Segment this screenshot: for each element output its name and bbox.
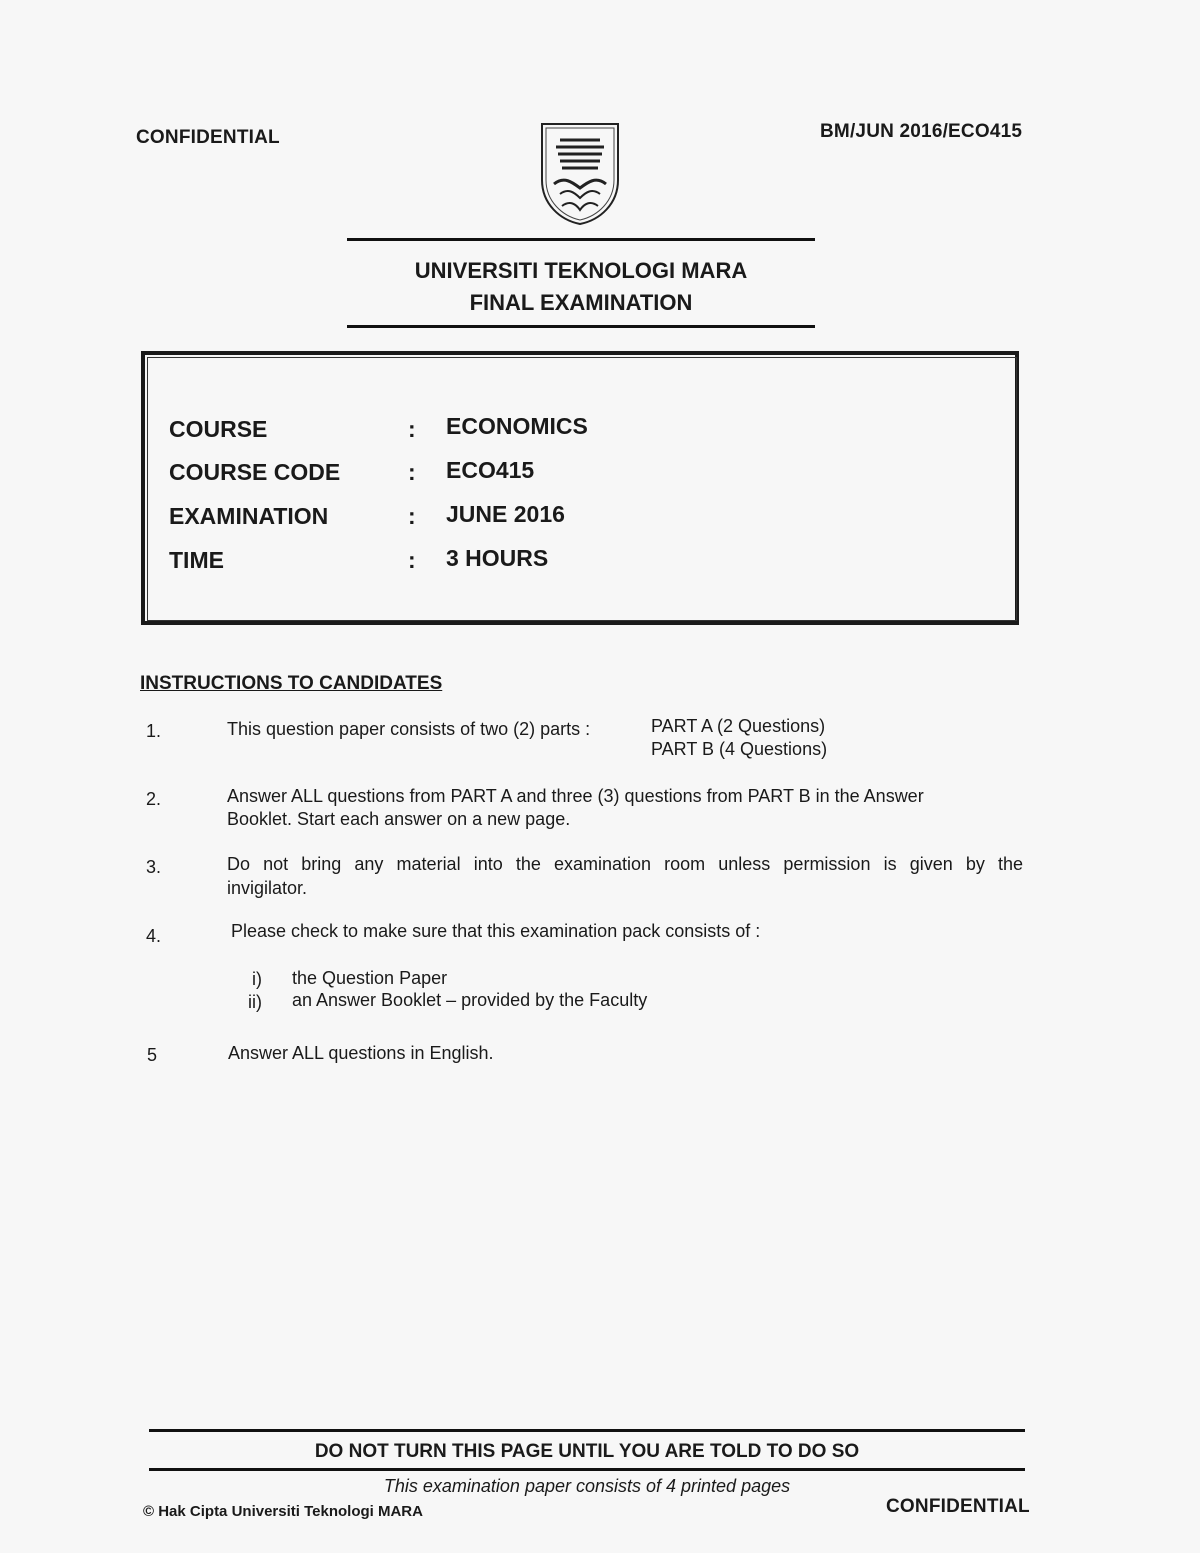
examination-label: EXAMINATION <box>169 503 329 529</box>
instruction-text: invigilator. <box>227 878 308 898</box>
part-a-label: PART A (2 Questions) <box>651 716 826 736</box>
printed-pages-note: This examination paper consists of 4 printed pages <box>383 1476 791 1496</box>
copyright-notice: © Hak Cipta Universiti Teknologi MARA <box>143 1503 423 1520</box>
course-label: COURSE <box>169 416 268 442</box>
instructions-heading: INSTRUCTIONS TO CANDIDATES <box>140 673 443 694</box>
footer-top-rule <box>149 1429 1025 1432</box>
examination-value: JUNE 2016 <box>446 501 565 527</box>
instruction-number: 1. <box>146 721 162 741</box>
exam-type-title: FINAL EXAMINATION <box>469 290 693 315</box>
confidential-label-bottom: CONFIDENTIAL <box>886 1496 1030 1517</box>
course-code-label: COURSE CODE <box>169 459 341 485</box>
instruction-number: 5 <box>147 1045 158 1065</box>
sub-item-text: the Question Paper <box>292 968 448 988</box>
instruction-number: 2. <box>146 789 162 809</box>
sub-item-number: ii) <box>248 992 262 1012</box>
instruction-text: Please check to make sure that this examination pack consists of : <box>231 921 761 941</box>
time-colon: : <box>408 547 416 573</box>
university-crest-icon <box>538 122 622 226</box>
title-top-rule <box>347 238 815 241</box>
part-b-label: PART B (4 Questions) <box>651 739 828 759</box>
instruction-number: 4. <box>146 926 162 946</box>
sub-item-number: i) <box>252 969 262 989</box>
title-bottom-rule <box>347 325 815 328</box>
instruction-text: This question paper consists of two (2) parts : <box>227 719 591 739</box>
course-details-inner-border <box>147 357 1017 621</box>
examination-colon: : <box>408 503 416 529</box>
university-name: UNIVERSITI TEKNOLOGI MARA <box>414 258 748 283</box>
sub-item-text: an Answer Booklet – provided by the Faculty <box>292 990 648 1010</box>
footer-bottom-rule <box>149 1468 1025 1471</box>
course-code-value: ECO415 <box>446 457 535 483</box>
instruction-text: Answer ALL questions in English. <box>228 1043 494 1063</box>
instruction-text: Booklet. Start each answer on a new page. <box>227 809 571 829</box>
instruction-text: Do not bring any material into the examination room unless permission is given by the <box>227 854 1023 874</box>
instruction-number: 3. <box>146 857 162 877</box>
course-value: ECONOMICS <box>446 413 588 439</box>
confidential-label-top: CONFIDENTIAL <box>136 127 280 148</box>
instruction-text: Answer ALL questions from PART A and three (3) questions from PART B in the Answer <box>227 786 924 806</box>
course-colon: : <box>408 416 416 442</box>
do-not-turn-warning: DO NOT TURN THIS PAGE UNTIL YOU ARE TOLD TO DO SO <box>314 1441 860 1462</box>
course-code-colon: : <box>408 459 416 485</box>
time-label: TIME <box>169 547 224 573</box>
time-value: 3 HOURS <box>446 545 549 571</box>
paper-code-label: BM/JUN 2016/ECO415 <box>820 121 1023 142</box>
